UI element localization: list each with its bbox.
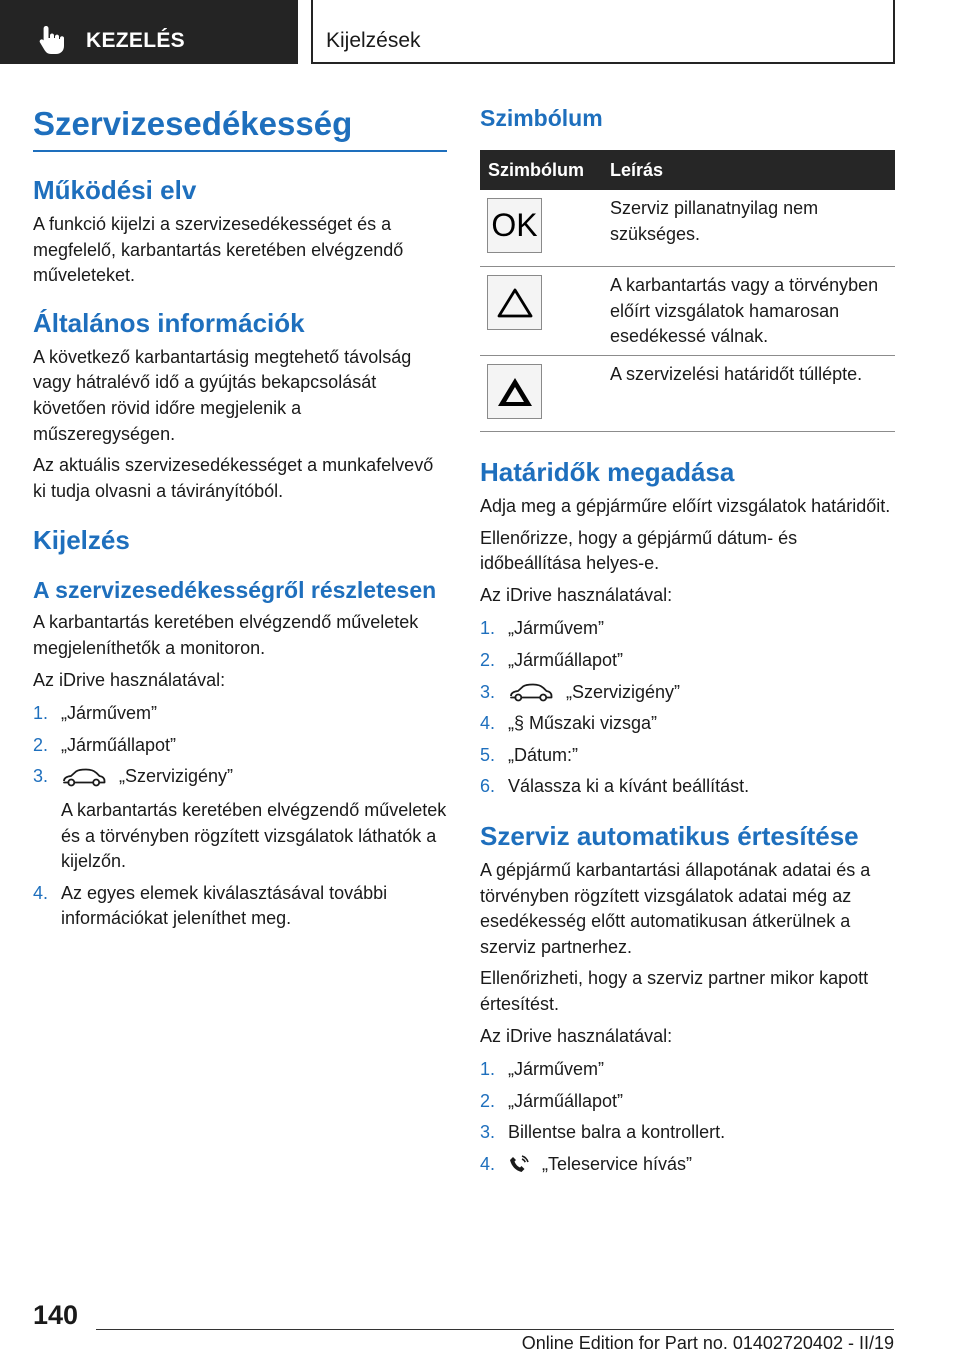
step-text: „Járműállapot” — [508, 1090, 624, 1111]
chapter-label: Kijelzések — [326, 29, 421, 52]
symbol-description: A karbantartás vagy a törvényben előírt vizsgálatok hamarosan esedékessé válnak. — [610, 275, 879, 347]
steps-list-left — [33, 701, 447, 932]
column-header-description: Leírás — [610, 159, 664, 180]
list-item — [33, 733, 447, 759]
table-row — [480, 356, 895, 432]
page-number: 140 — [33, 1300, 79, 1330]
section-tab — [0, 0, 298, 64]
right-column — [480, 100, 895, 1177]
list-item — [33, 764, 447, 874]
list-item — [480, 711, 895, 737]
step-number: 5. — [480, 744, 496, 765]
heading-general-info: Általános információk — [33, 307, 305, 338]
car-icon — [508, 683, 554, 703]
footer-edition: Online Edition for Part no. 01402720402 - II/19 — [521, 1333, 894, 1353]
warning-triangle-filled-icon — [487, 364, 542, 419]
paragraph-general-info-2: Az aktuális szervizesedékességet a munkafelvevő ki tudja olvasni a távirányítóból. — [33, 455, 434, 501]
list-item — [480, 774, 895, 800]
heading-working-principle: Működési elv — [33, 175, 197, 205]
heading-auto-notification: Szerviz automatikus értesítése — [480, 820, 859, 851]
step-number: 4. — [480, 713, 496, 734]
heading-details: A szervizesedékességről részletesen — [33, 577, 437, 604]
step-text: „Járművem” — [508, 618, 605, 639]
step-text: „Dátum:” — [508, 744, 579, 765]
step-text: „Járművem” — [508, 1059, 605, 1080]
step-number: 1. — [33, 703, 49, 724]
symbol-table — [480, 150, 895, 432]
step-text: „§ Műszaki vizsga” — [508, 713, 658, 734]
column-header-symbol: Szimbólum — [488, 159, 585, 180]
list-item — [480, 648, 895, 674]
section-label: KEZELÉS — [86, 29, 185, 52]
step-text: „Járművem” — [61, 703, 158, 724]
ok-symbol — [487, 198, 542, 253]
step-text: „Járműállapot” — [508, 649, 624, 670]
list-item — [33, 701, 447, 727]
teleservice-icon — [508, 1154, 530, 1176]
paragraph-idrive: Az iDrive használatával: — [33, 669, 226, 690]
step-text: „Szervizigény” — [119, 766, 234, 787]
step-text: „Szervizigény” — [566, 681, 681, 702]
paragraph-idrive-2: Az iDrive használatával: — [480, 1025, 673, 1046]
chapter-header — [311, 0, 895, 64]
step-text: Válassza ki a kívánt beállítást. — [508, 776, 750, 797]
step-number: 2. — [480, 1090, 496, 1111]
hand-pointer-icon — [36, 24, 68, 56]
paragraph-working-principle: A funkció kijelzi a szervizesedékességet és a megfelelő, karbantartás keretében elvégzendő műveleteket. — [33, 214, 404, 286]
heading-display: Kijelzés — [33, 525, 130, 556]
step-number: 1. — [480, 1059, 496, 1080]
heading-symbol: Szimbólum — [480, 105, 603, 131]
title-rule — [33, 150, 447, 152]
step-text: „Teleservice hívás” — [542, 1153, 693, 1174]
list-item — [480, 743, 895, 769]
left-column — [33, 100, 447, 932]
step-number: 1. — [480, 618, 496, 639]
paragraph-auto-2: Ellenőrizheti, hogy a szerviz partner mikor kapott értesítést. — [480, 968, 869, 1014]
footer-rule — [96, 1329, 894, 1330]
paragraph-deadlines-1: Adja meg a gépjárműre előírt vizsgálatok határidőit. — [480, 496, 891, 516]
table-row — [480, 190, 895, 267]
heading-deadlines: Határidők megadása — [480, 457, 735, 487]
step-number: 3. — [480, 1122, 496, 1143]
list-item — [33, 881, 447, 932]
step-text: Billentse balra a kontrollert. — [508, 1122, 726, 1143]
step-number: 2. — [33, 734, 49, 755]
step-text: „Járműállapot” — [61, 734, 177, 755]
list-item — [480, 616, 895, 642]
list-item — [480, 1120, 895, 1146]
list-item — [480, 1152, 895, 1178]
paragraph-details: A karbantartás keretében elvégzendő műveletek megjeleníthetők a monitoron. — [33, 612, 419, 658]
step-number: 6. — [480, 776, 496, 797]
list-item — [480, 680, 895, 706]
step-subtext: A karbantartás keretében elvégzendő műveletek és a törvényben rögzített vizsgálatok láthatók a kijelzőn. — [61, 799, 447, 872]
list-item — [480, 1089, 895, 1115]
symbol-description: Szerviz pillanatnyilag nem szükséges. — [610, 198, 819, 244]
step-number: 2. — [480, 649, 496, 670]
step-number: 4. — [33, 882, 49, 903]
steps-list-deadlines — [480, 616, 895, 800]
symbol-description: A szervizelési határidőt túllépte. — [610, 364, 863, 384]
step-text: Az egyes elemek kiválasztásával további információkat jeleníthet meg. — [61, 882, 388, 929]
warning-triangle-icon — [487, 275, 542, 330]
ok-label: OK — [491, 207, 538, 243]
steps-list-teleservice — [480, 1057, 895, 1177]
paragraph-deadlines-2: Ellenőrizze, hogy a gépjármű dátum- és időbeállítása helyes-e. — [480, 527, 798, 574]
step-number: 3. — [33, 766, 49, 787]
paragraph-idrive-1: Az iDrive használatával: — [480, 584, 673, 605]
paragraph-general-info-1: A következő karbantartásig megtehető távolság vagy hátralévő idő a gyújtás bekapcsolását követően rövid időre megjelenik a műszeregységen. — [33, 346, 412, 444]
table-header — [480, 150, 895, 190]
step-number: 4. — [480, 1153, 496, 1174]
page-title: Szervizesedékesség — [33, 105, 353, 142]
list-item — [480, 1057, 895, 1083]
step-number: 3. — [480, 681, 496, 702]
paragraph-auto-1: A gépjármű karbantartási állapotának adatai és a törvényben rögzített vizsgálatok adatai még az esedékesség előtt automatikusan átkerülnek a szerviz partnerhez. — [480, 859, 871, 957]
car-icon — [61, 768, 107, 788]
table-row — [480, 267, 895, 356]
